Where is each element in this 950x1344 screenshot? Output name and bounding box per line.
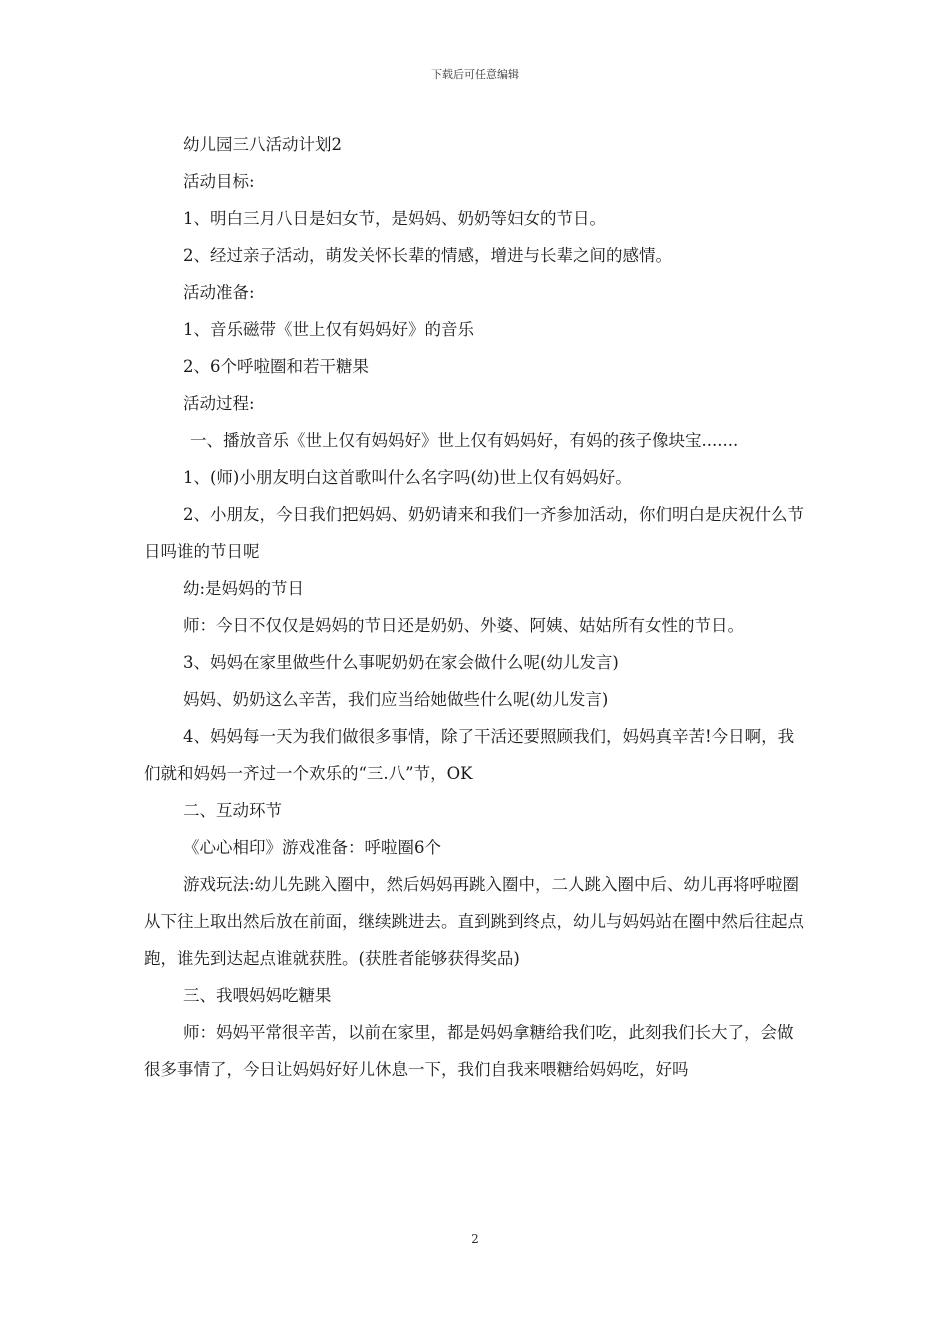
paragraph: 幼:是妈妈的节日 <box>183 579 305 598</box>
document-body <box>144 126 808 1088</box>
section-heading-interaction: 二、互动环节 <box>183 801 282 820</box>
paragraph: 1、音乐磁带《世上仅有妈妈好》的音乐 <box>183 320 474 339</box>
section-heading-candy: 三、我喂妈妈吃糖果 <box>183 986 332 1005</box>
paragraph: 师：今日不仅仅是妈妈的节日还是奶奶、外婆、阿姨、姑姑所有女性的节日。 <box>183 616 744 635</box>
paragraph: 1、(师)小朋友明白这首歌叫什么名字吗(幼)世上仅有妈妈好。 <box>183 468 632 487</box>
paragraph: 妈妈、奶奶这么辛苦，我们应当给她做些什么呢(幼儿发言) <box>183 690 609 709</box>
paragraph: 2、小朋友，今日我们把妈妈、奶奶请来和我们一齐参加活动，你们明白是庆祝什么节日吗谁的节日呢 <box>144 505 804 561</box>
paragraph: 游戏玩法:幼儿先跳入圈中，然后妈妈再跳入圈中，二人跳入圈中后、幼儿再将呼啦圈从下往上取出然后放在前面，继续跳进去。直到跳到终点，幼儿与妈妈站在圈中然后往起点跑，谁先到达起点谁就获胜。(获胜者能够获得奖品) <box>144 875 804 968</box>
section-heading-preparation: 活动准备: <box>183 283 255 302</box>
section-heading-process: 活动过程: <box>183 394 255 413</box>
paragraph: 2、6个呼啦圈和若干糖果 <box>183 357 369 376</box>
paragraph: 一、播放音乐《世上仅有妈妈好》世上仅有妈妈好，有妈的孩子像块宝....... <box>190 431 739 450</box>
document-title: 幼儿园三八活动计划2 <box>183 135 342 154</box>
paragraph: 师：妈妈平常很辛苦，以前在家里，都是妈妈拿糖给我们吃，此刻我们长大了，会做很多事情了，今日让妈妈好好儿休息一下，我们自我来喂糖给妈妈吃，好吗 <box>144 1023 794 1079</box>
paragraph: 4、妈妈每一天为我们做很多事情，除了干活还要照顾我们，妈妈真辛苦!今日啊，我们就和妈妈一齐过一个欢乐的“三.八”节，OK <box>144 727 795 783</box>
paragraph: 《心心相印》游戏准备：呼啦圈6个 <box>183 838 441 857</box>
paragraph: 3、妈妈在家里做些什么事呢奶奶在家会做什么呢(幼儿发言) <box>183 653 619 672</box>
page-number: 2 <box>471 1232 479 1246</box>
page-header: 下载后可任意编辑 <box>431 68 519 81</box>
paragraph: 1、明白三月八日是妇女节，是妈妈、奶奶等妇女的节日。 <box>183 209 606 228</box>
section-heading-goals: 活动目标: <box>183 172 255 191</box>
paragraph: 2、经过亲子活动，萌发关怀长辈的情感，增进与长辈之间的感情。 <box>183 246 672 265</box>
